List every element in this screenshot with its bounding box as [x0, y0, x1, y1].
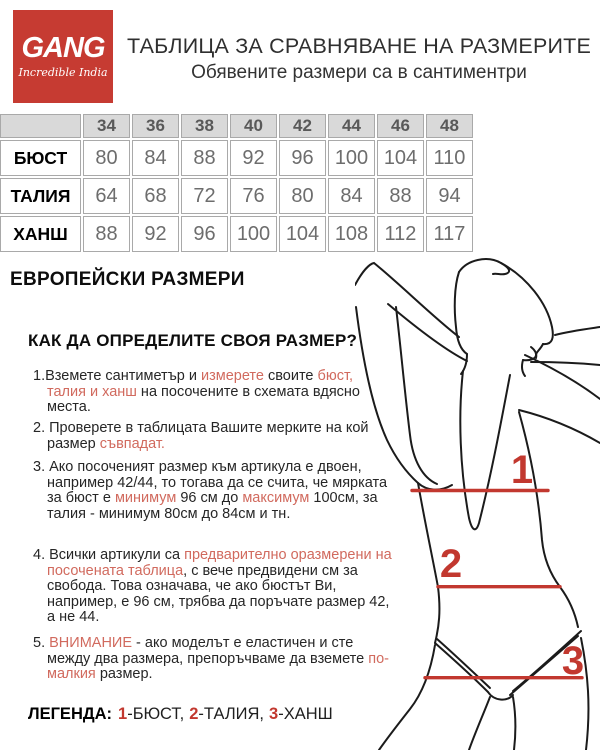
size-cell: 96: [279, 140, 326, 176]
instruction-number: 3.: [33, 459, 46, 475]
heading-european-sizes: ЕВРОПЕЙСКИ РАЗМЕРИ: [10, 269, 245, 290]
brand-logo: [13, 10, 113, 103]
size-cell: 104: [377, 140, 424, 176]
legend-number-3: 3: [269, 705, 279, 723]
size-cell: 68: [132, 178, 179, 214]
size-col-header: 46: [377, 114, 424, 138]
size-cell: 104: [279, 216, 326, 252]
legend: [28, 705, 333, 724]
size-table: [0, 112, 475, 254]
size-header-row: [0, 114, 473, 138]
size-col-header: 42: [279, 114, 326, 138]
instruction-item-3: [33, 460, 395, 522]
instruction-number: 5.: [33, 635, 46, 651]
header: [118, 34, 600, 84]
instruction-text: Проверете в таблицата Вашите мерките на кой размер съвпадат.: [45, 420, 369, 452]
size-col-header: 48: [426, 114, 473, 138]
figure-marker-waist: 2: [439, 542, 463, 586]
size-cell: 96: [181, 216, 228, 252]
legend-label: ЛЕГЕНДА:: [28, 705, 113, 723]
size-cell: 88: [377, 178, 424, 214]
table-row-waist: [0, 178, 473, 214]
size-cell: 100: [230, 216, 277, 252]
table-row-bust: [0, 140, 473, 176]
legend-name-3: -ХАНШ: [278, 705, 333, 723]
figure-marker-hips: 3: [561, 639, 585, 683]
table-row-hips: [0, 216, 473, 252]
brand-name: GANG: [21, 32, 105, 64]
size-cell: 80: [279, 178, 326, 214]
size-col-header: 40: [230, 114, 277, 138]
row-label: БЮСТ: [0, 140, 81, 176]
size-cell: 110: [426, 140, 473, 176]
heading-how-to-measure: КАК ДА ОПРЕДЕЛИТЕ СВОЯ РАЗМЕР?: [28, 331, 358, 350]
size-col-header: 44: [328, 114, 375, 138]
size-cell: 84: [132, 140, 179, 176]
instruction-text: ВНИМАНИЕ - ако моделът е еластичен и сте между два размера, препоръчваме да вземете по-малкия размер.: [47, 635, 389, 682]
size-col-header: 38: [181, 114, 228, 138]
size-cell: 112: [377, 216, 424, 252]
size-cell: 64: [83, 178, 130, 214]
size-cell: 92: [132, 216, 179, 252]
instruction-text: Ако посоченият размер към артикула е двоен, например 42/44, то тогава да се счита, че мярката за бюст е минимум 96 см до максимум 100см, за талия - минимум 80см до 84см и тн.: [45, 459, 388, 522]
figure-marker-bust: 1: [510, 448, 534, 492]
size-cell: 108: [328, 216, 375, 252]
brand-tagline: Incredible India: [18, 66, 108, 79]
size-col-header: 34: [83, 114, 130, 138]
row-label: ТАЛИЯ: [0, 178, 81, 214]
instruction-item-4: [33, 548, 395, 626]
size-cell: 88: [181, 140, 228, 176]
instruction-text: Всички артикули са предварително оразмерени на посочената таблица, с вече предвидени см за свобода. Това означава, че ако бюстът Ви, например, е 96 см, трябва да поръчате размер 42, а не 44.: [45, 547, 392, 625]
instruction-text: Вземете сантиметър и измерете своите бюст, талия и ханш на посочените в схемата вдясно места.: [45, 368, 360, 415]
size-cell: 88: [83, 216, 130, 252]
legend-name-2: -ТАЛИЯ,: [198, 705, 265, 723]
instruction-number: 1.: [33, 368, 46, 384]
instruction-number: 4.: [33, 547, 46, 563]
instruction-item-5: [33, 636, 395, 683]
corner-cell: [0, 114, 81, 138]
instruction-item-1: [33, 369, 395, 416]
size-col-header: 36: [132, 114, 179, 138]
page-subtitle: Обявените размери са в сантиментри: [191, 62, 527, 83]
size-cell: 72: [181, 178, 228, 214]
legend-name-1: -БЮСТ,: [127, 705, 185, 723]
page-title: ТАБЛИЦА ЗА СРАВНЯВАНЕ НА РАЗМЕРИТЕ: [126, 34, 592, 58]
size-cell: 76: [230, 178, 277, 214]
row-label: ХАНШ: [0, 216, 81, 252]
size-cell: 94: [426, 178, 473, 214]
legend-number-2: 2: [189, 705, 199, 723]
size-cell: 100: [328, 140, 375, 176]
instruction-item-2: [33, 421, 395, 452]
size-cell: 117: [426, 216, 473, 252]
instruction-number: 2.: [33, 420, 46, 436]
size-cell: 80: [83, 140, 130, 176]
size-cell: 84: [328, 178, 375, 214]
legend-number-1: 1: [118, 705, 128, 723]
size-cell: 92: [230, 140, 277, 176]
measurement-figure: [355, 255, 600, 750]
